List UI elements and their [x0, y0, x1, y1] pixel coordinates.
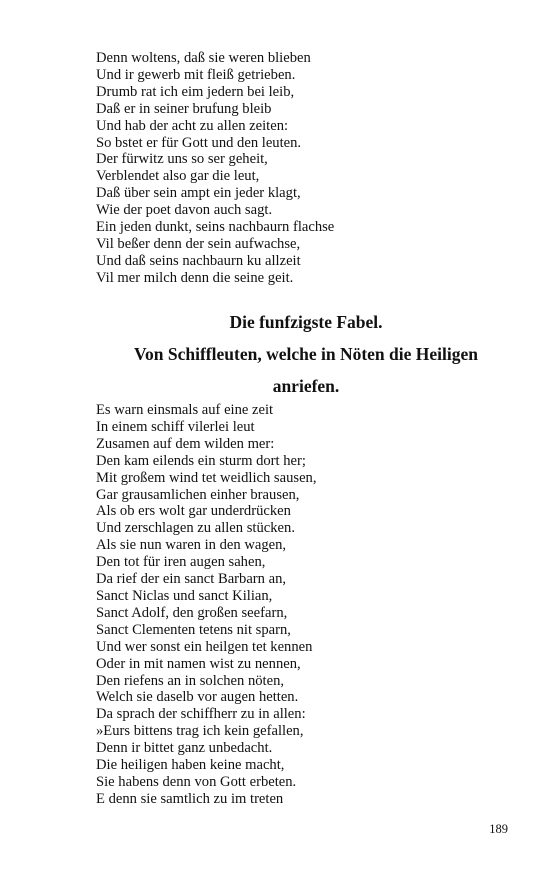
verse-line: Und wer sonst ein heilgen tet kennen	[96, 638, 313, 655]
verse-line: Mit großem wind tet weidlich sausen,	[96, 469, 317, 486]
verse-line: Es warn einsmals auf eine zeit	[96, 402, 274, 418]
fable-subtitle-continued: anriefen.	[272, 376, 340, 396]
verse-line: Sanct Clementen tetens nit sparn,	[96, 621, 291, 638]
verse-line: Zusamen auf dem wilden mer:	[96, 435, 275, 452]
verse-line: Wie der poet davon auch sagt.	[96, 202, 273, 219]
verse-line: E denn sie samtlich zu im treten	[96, 790, 284, 807]
verse-line: Verblendet also gar die leut,	[96, 168, 260, 185]
verse-line: Den riefens an in solchen nöten,	[96, 672, 285, 689]
verse-line: Sanct Niclas und sanct Kilian,	[96, 587, 273, 604]
verse-line: Welch sie daselb vor augen hetten.	[96, 689, 299, 706]
verse-line: Den kam eilends ein sturm dort her;	[96, 452, 306, 469]
verse-line: Den tot für iren augen sahen,	[96, 554, 266, 571]
fable-title: Die funfzigste Fabel.	[229, 312, 383, 332]
verse-line: In einem schiff vilerlei leut	[96, 418, 255, 435]
verse-line: Da sprach der schiffherr zu in allen:	[96, 706, 306, 723]
verse-block-fable	[96, 402, 516, 808]
verse-line: Der fürwitz uns so ser geheit,	[96, 151, 268, 168]
verse-line: Sie habens denn von Gott erbeten.	[96, 773, 297, 790]
verse-line: So bstet er für Gott und den leuten.	[96, 134, 302, 151]
verse-line: Oder in mit namen wist zu nennen,	[96, 655, 301, 672]
verse-line: Daß er in seiner brufung bleib	[96, 100, 272, 117]
verse-line: Die heiligen haben keine macht,	[96, 757, 285, 774]
verse-line: Drumb rat ich eim jedern bei leib,	[96, 83, 295, 100]
verse-line: »Eurs bittens trag ich kein gefallen,	[96, 723, 304, 740]
verse-line: Und daß seins nachbaurn ku allzeit	[96, 252, 301, 269]
verse-line: Denn ir bittet ganz unbedacht.	[96, 740, 273, 757]
verse-block-continued	[96, 50, 516, 287]
verse-line: Gar grausamlichen einher brausen,	[96, 486, 300, 503]
verse-line: Und hab der acht zu allen zeiten:	[96, 117, 289, 134]
verse-line: Und ir gewerb mit fleiß getrieben.	[96, 66, 296, 83]
verse-line: Ein jeden dunkt, seins nachbaurn flachse	[96, 219, 335, 236]
verse-line: Sanct Adolf, den großen seefarn,	[96, 604, 288, 621]
verse-line: Vil beßer denn der sein aufwachse,	[96, 235, 301, 252]
verse-line: Als sie nun waren in den wagen,	[96, 537, 287, 554]
verse-line: Als ob ers wolt gar underdrücken	[96, 503, 291, 520]
verse-line: Daß über sein ampt ein jeder klagt,	[96, 185, 301, 202]
verse-line: Da rief der ein sanct Barbarn an,	[96, 571, 287, 588]
verse-line: Denn woltens, daß sie weren blieben	[96, 50, 311, 66]
verse-line: Und zerschlagen zu allen stücken.	[96, 520, 295, 537]
verse-line: Vil mer milch denn die seine geit.	[96, 269, 294, 286]
page-number: 189	[489, 822, 508, 836]
fable-subtitle: Von Schiffleuten, welche in Nöten die Heiligen	[133, 344, 478, 364]
